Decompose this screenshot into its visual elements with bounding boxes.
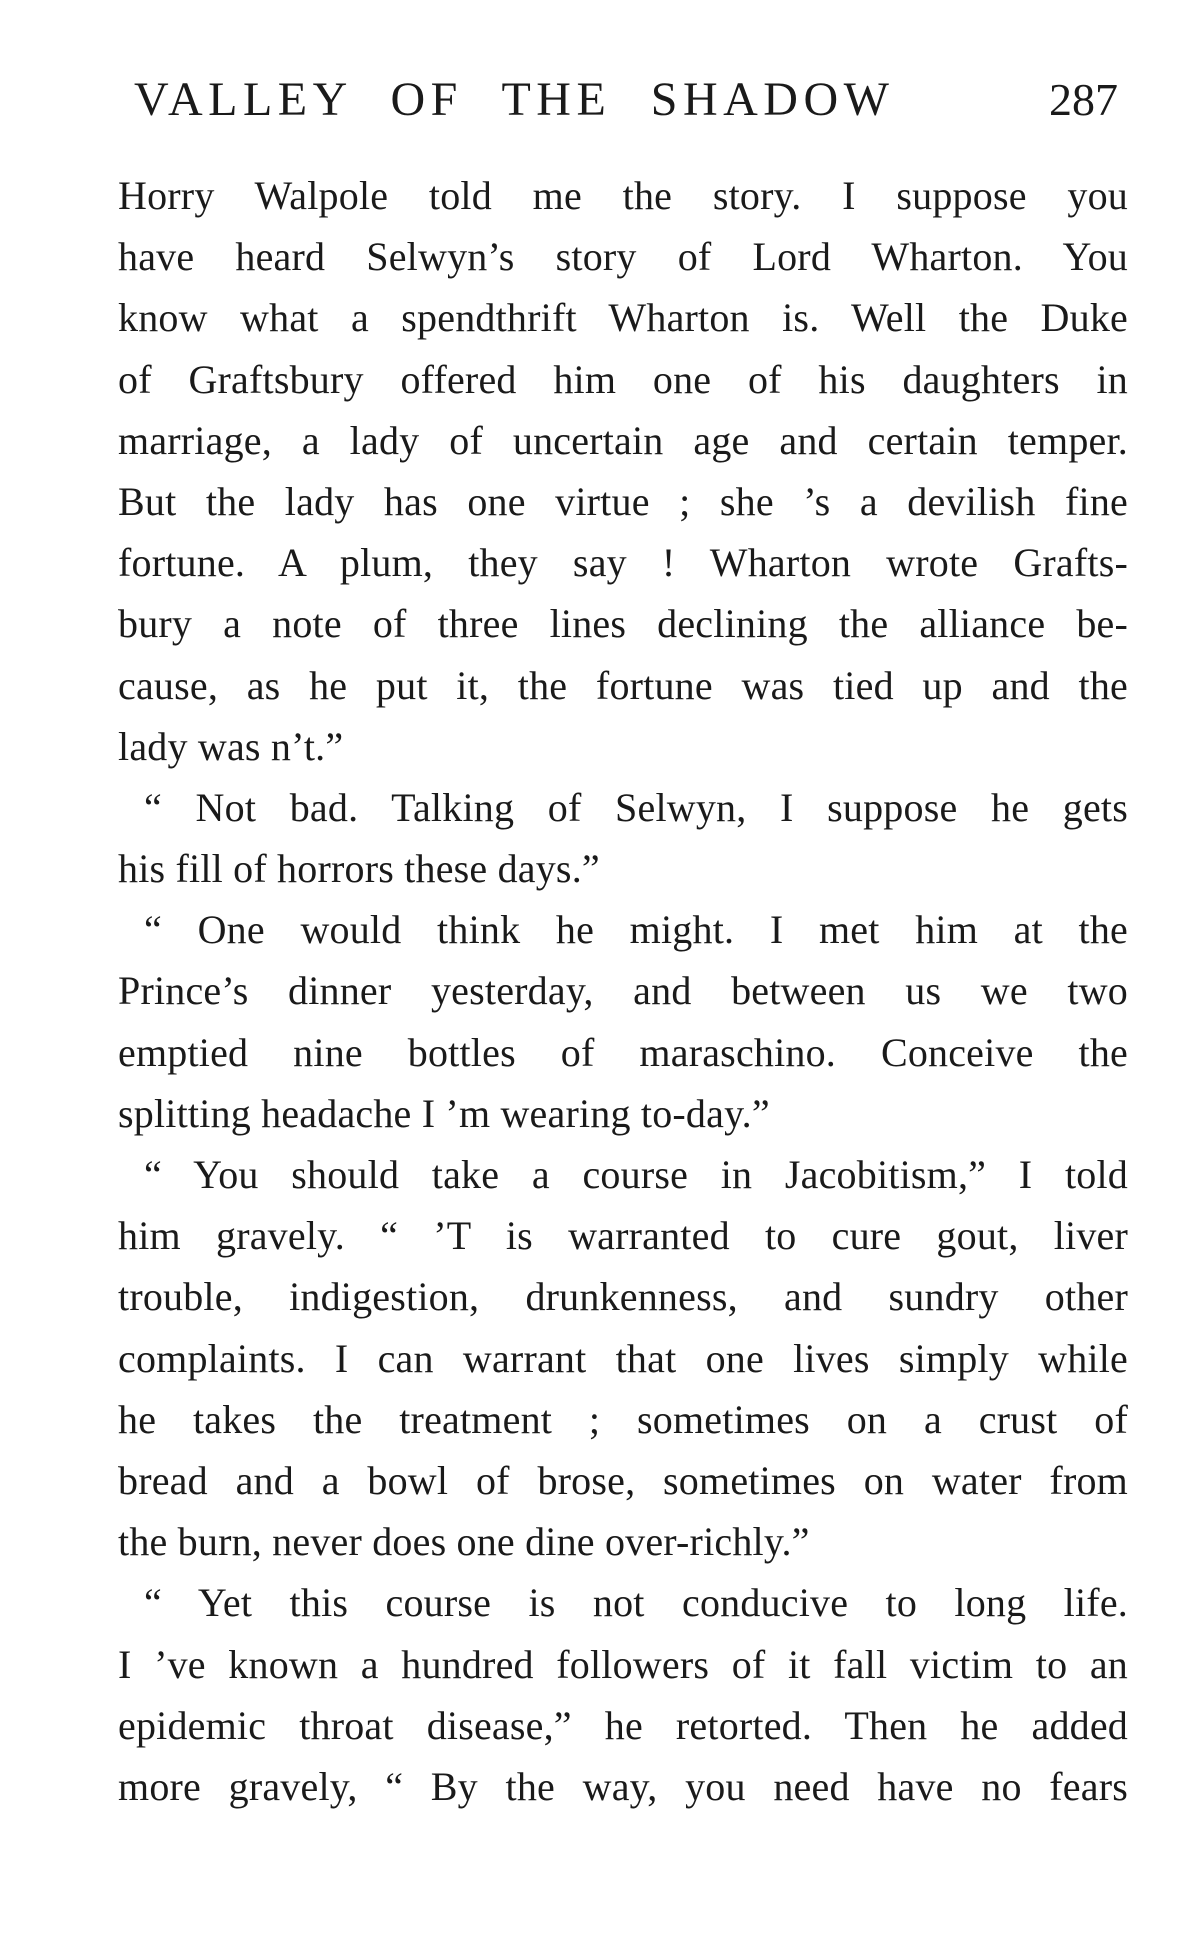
running-head bbox=[134, 70, 1134, 130]
text-line: him gravely. “ ’T is warranted to cure gout, liver bbox=[118, 1213, 1128, 1259]
text-line: bread and a bowl of brose, sometimes on water from bbox=[118, 1457, 1128, 1503]
text-line: “ You should take a course in Jacobitism,” I told bbox=[144, 1152, 1128, 1197]
text-line: complaints. I can warrant that one lives simply while bbox=[118, 1335, 1128, 1381]
text-line: splitting headache I ’m wearing to-day.” bbox=[118, 1090, 770, 1136]
text-line: he takes the treatment ; sometimes on a crust of bbox=[118, 1396, 1128, 1442]
text-line: know what a spendthrift Wharton is. Well the Duke bbox=[118, 295, 1128, 341]
text-line: cause, as he put it, the fortune was tied up and the bbox=[118, 662, 1128, 708]
text-line: his fill of horrors these days.” bbox=[118, 846, 600, 892]
text-line: bury a note of three lines declining the alliance be- bbox=[118, 601, 1128, 647]
text-line: epidemic throat disease,” he retorted. Then he added bbox=[118, 1702, 1128, 1748]
text-line: more gravely, “ By the way, you need have no fears bbox=[118, 1763, 1128, 1809]
text-line: fortune. A plum, they say ! Wharton wrote Grafts- bbox=[118, 540, 1128, 586]
text-line: emptied nine bottles of maraschino. Conceive the bbox=[118, 1029, 1128, 1075]
running-head-title: VALLEY OF THE SHADOW bbox=[134, 73, 895, 126]
text-line: “ One would think he might. I met him at the bbox=[144, 907, 1128, 953]
text-line: Horry Walpole told me the story. I suppose you bbox=[118, 173, 1128, 218]
text-line: I ’ve known a hundred followers of it fall victim to an bbox=[118, 1641, 1128, 1687]
text-line: lady was n’t.” bbox=[118, 723, 344, 769]
page-number: 287 bbox=[1049, 74, 1118, 125]
text-line: have heard Selwyn’s story of Lord Wharton. You bbox=[118, 234, 1128, 280]
text-line: “ Yet this course is not conducive to long life. bbox=[144, 1580, 1128, 1626]
text-line: the burn, never does one dine over-richly.” bbox=[118, 1519, 810, 1565]
text-line: trouble, indigestion, drunkenness, and sundry other bbox=[118, 1274, 1128, 1320]
text-line: marriage, a lady of uncertain age and certain temper. bbox=[118, 417, 1128, 463]
body-text bbox=[118, 165, 1128, 1817]
text-line: Prince’s dinner yesterday, and between us we two bbox=[118, 968, 1128, 1014]
text-line: of Graftsbury offered him one of his daughters in bbox=[118, 356, 1128, 402]
text-line: “ Not bad. Talking of Selwyn, I suppose he gets bbox=[144, 784, 1128, 830]
text-line: But the lady has one virtue ; she ’s a devilish fine bbox=[118, 478, 1128, 524]
